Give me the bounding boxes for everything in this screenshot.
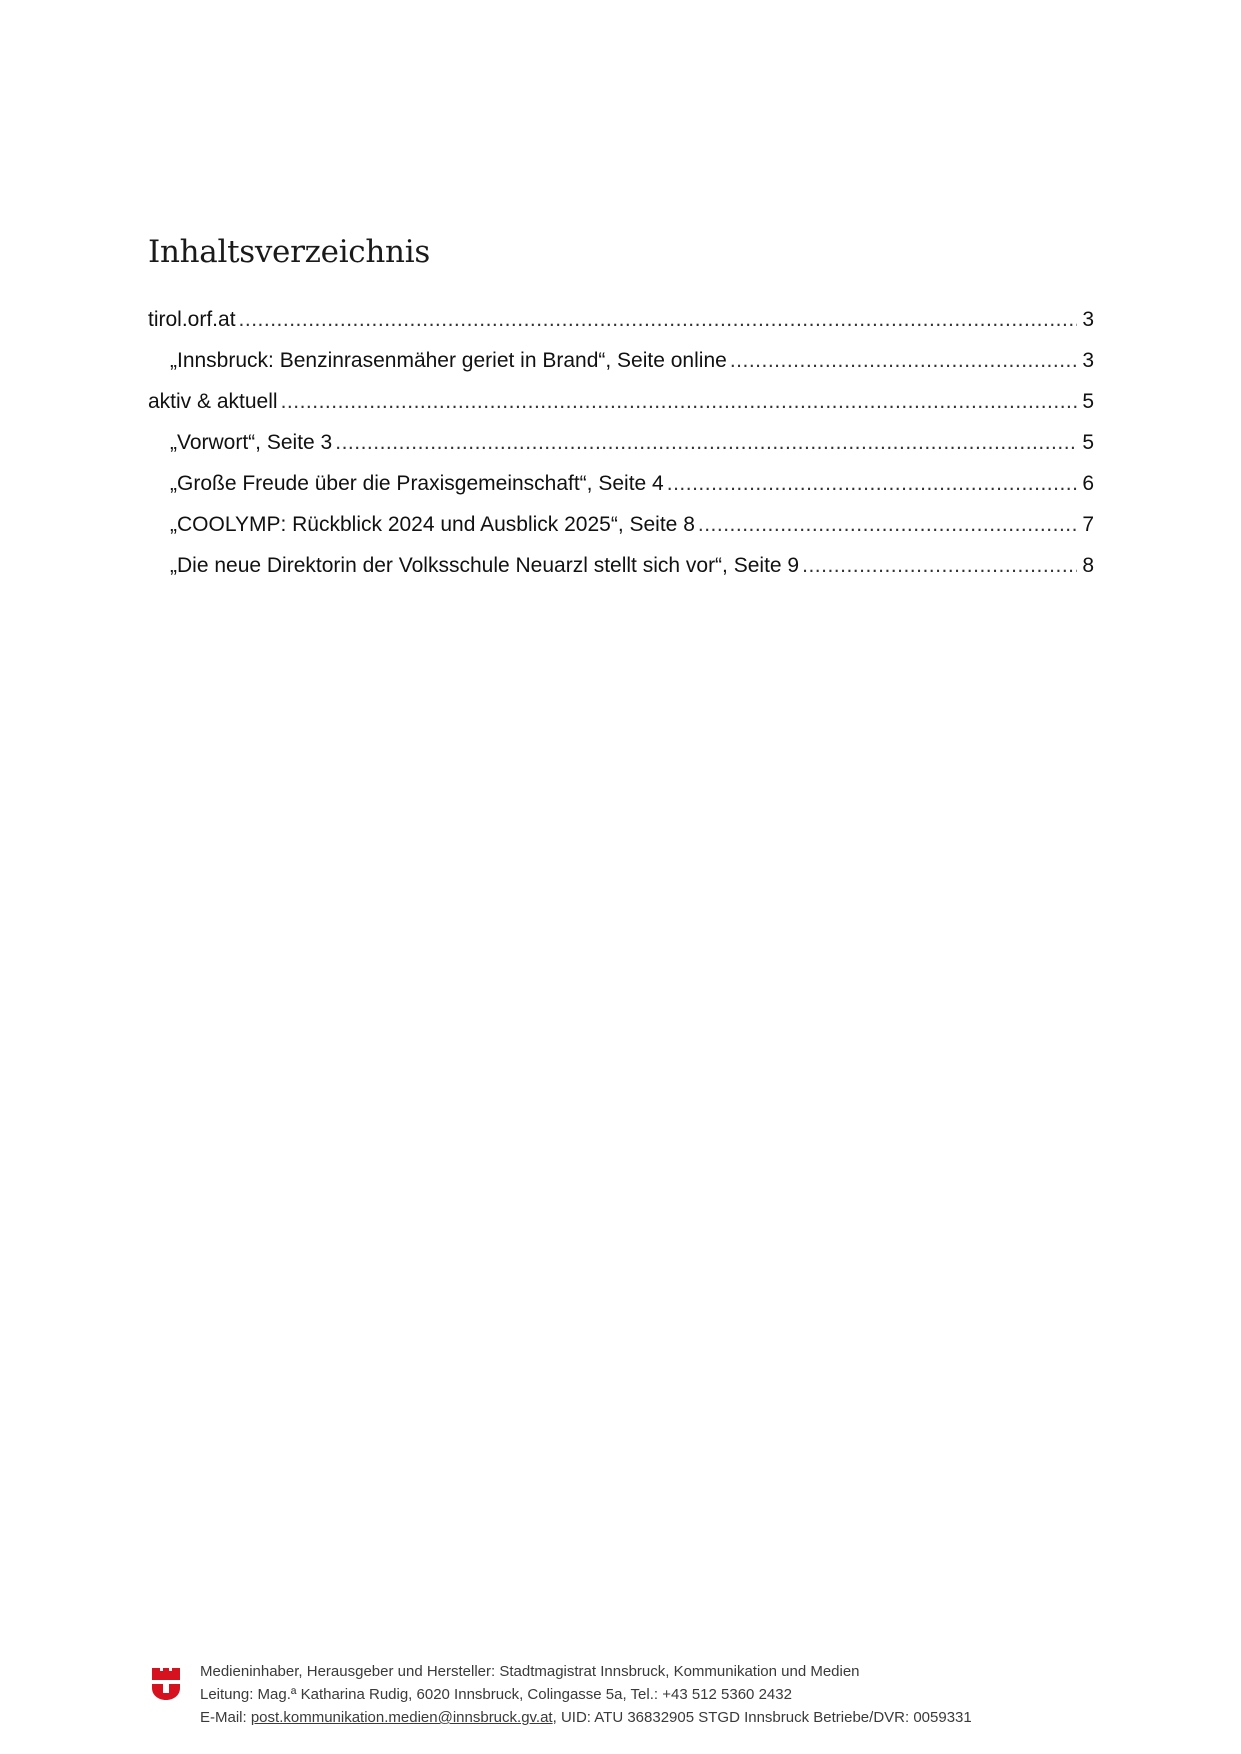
toc-entry-page: 5 [1082,431,1094,454]
toc-dot-leader [730,346,1077,376]
footer-imprint [200,1660,972,1729]
toc-entry-title: tirol.orf.at [148,308,236,331]
toc-entry-page: 5 [1082,390,1094,413]
toc-entry-title: „COOLYMP: Rückblick 2024 und Ausblick 2025“, Seite 8 [170,513,695,536]
toc-dot-leader [698,510,1077,540]
toc-entry-tirol-orf[interactable] [148,305,1094,346]
toc-entry-title: aktiv & aktuell [148,390,278,413]
toc-entry-vorwort[interactable] [148,428,1094,469]
toc-entry-page: 3 [1082,308,1094,331]
toc-dot-leader [335,428,1077,458]
footer-email-label: E-Mail: [200,1709,251,1726]
toc-entry-coolymp[interactable] [148,510,1094,551]
toc-entry-direktorin[interactable] [148,551,1094,592]
toc-entry-title: „Die neue Direktorin der Volksschule Neuarzl stellt sich vor“, Seite 9 [170,554,800,577]
toc-entry-benzinrasenmaeher[interactable] [148,346,1094,387]
footer-line-email [200,1706,972,1729]
footer-email-link[interactable]: post.kommunikation.medien@innsbruck.gv.at [250,1709,553,1726]
toc-entry-title: „Vorwort“, Seite 3 [170,431,333,454]
toc-entry-page: 7 [1082,513,1094,536]
page-footer [150,1660,1100,1729]
footer-uid: , UID: ATU 36832905 STGD Innsbruck Betriebe/DVR: 0059331 [552,1709,972,1726]
toc-entry-page: 6 [1082,472,1094,495]
toc-entry-page: 3 [1082,349,1094,372]
toc-entry-aktiv-aktuell[interactable] [148,387,1094,428]
toc-dot-leader [281,387,1077,417]
footer-line-publisher: Medieninhaber, Herausgeber und Hersteller: Stadtmagistrat Innsbruck, Kommunikation und Medien [200,1663,860,1680]
footer-line-contact: Leitung: Mag.ª Katharina Rudig, 6020 Innsbruck, Colingasse 5a, Tel.: +43 512 5360 2432 [200,1686,792,1703]
innsbruck-logo-icon [150,1662,182,1702]
toc-dot-leader [239,305,1077,335]
toc-dot-leader [802,551,1077,581]
toc-entry-praxisgemeinschaft[interactable] [148,469,1094,510]
toc-entry-title: „Innsbruck: Benzinrasenmäher geriet in Brand“, Seite online [170,349,727,372]
toc-heading: Inhaltsverzeichnis [148,234,430,270]
toc-dot-leader [667,469,1077,499]
toc-entry-page: 8 [1082,554,1094,577]
toc-entry-title: „Große Freude über die Praxisgemeinschaft“, Seite 4 [170,472,664,495]
table-of-contents [148,305,1094,592]
